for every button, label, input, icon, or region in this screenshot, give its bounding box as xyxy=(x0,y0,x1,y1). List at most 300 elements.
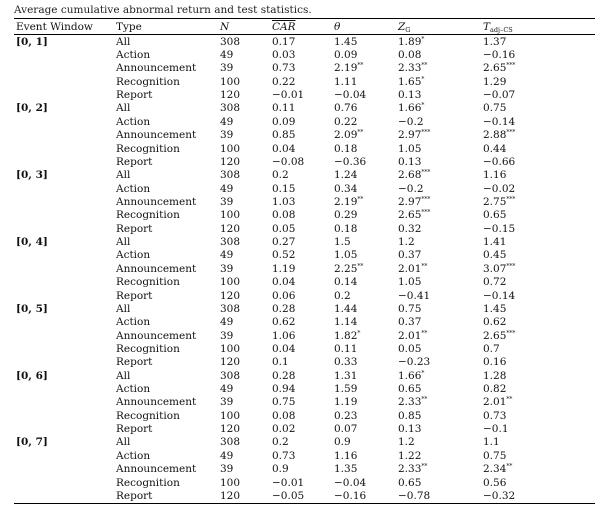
theta-cell-value: 1.31 xyxy=(334,369,358,382)
n-cell: 120 xyxy=(220,89,241,102)
theta-cell-value: −0.36 xyxy=(334,155,367,168)
car-cell: 0.1 xyxy=(272,356,289,369)
type-cell: Report xyxy=(116,155,153,168)
zg-cell-value: 0.13 xyxy=(398,423,422,436)
table-row xyxy=(14,115,595,128)
zg-cell-value: 0.65 xyxy=(398,476,422,489)
theta-cell-value: 1.82 xyxy=(334,329,358,342)
n-cell: 49 xyxy=(220,49,234,62)
tadj-cell xyxy=(481,489,595,503)
theta-cell xyxy=(332,115,396,128)
tadj-cell-significance: *** xyxy=(506,129,516,137)
table-row xyxy=(14,169,595,182)
theta-cell xyxy=(332,476,396,489)
tadj-cell xyxy=(481,382,595,395)
theta-cell-significance: ** xyxy=(357,129,364,137)
type-cell: Action xyxy=(116,449,151,462)
event-window-cell xyxy=(14,195,114,208)
zg-cell-value: 0.05 xyxy=(398,342,422,355)
tadj-cell-significance: ** xyxy=(506,396,513,404)
tadj-cell-value: 3.07 xyxy=(483,262,507,275)
type-cell: Announcement xyxy=(116,463,197,476)
tadj-cell-value: 0.7 xyxy=(483,342,500,355)
header-tadj-sub: adj–CS xyxy=(490,25,513,34)
zg-cell-significance: *** xyxy=(421,209,431,217)
theta-cell xyxy=(332,209,396,222)
tadj-cell-value: 2.65 xyxy=(483,62,507,75)
n-cell: 308 xyxy=(220,369,241,382)
table-row xyxy=(14,235,595,248)
theta-cell-value: −0.04 xyxy=(334,89,367,102)
table-row xyxy=(14,155,595,168)
tadj-cell xyxy=(481,436,595,449)
theta-cell xyxy=(332,249,396,262)
tadj-cell-value: 0.45 xyxy=(483,249,507,262)
theta-cell xyxy=(332,316,396,329)
car-cell: 0.04 xyxy=(272,342,296,355)
n-cell: 120 xyxy=(218,489,270,503)
tadj-cell-significance: *** xyxy=(506,62,516,70)
tadj-cell xyxy=(481,142,595,155)
car-cell: 0.2 xyxy=(272,169,289,182)
type-cell: Report xyxy=(114,489,218,503)
theta-cell-value: 0.23 xyxy=(334,409,358,422)
car-cell: 0.09 xyxy=(272,115,296,128)
n-cell: 100 xyxy=(220,75,241,88)
n-cell: 120 xyxy=(220,423,241,436)
theta-cell xyxy=(332,436,396,449)
zg-cell-value: −0.2 xyxy=(398,115,424,128)
car-cell: 0.15 xyxy=(272,182,296,195)
tadj-cell xyxy=(481,169,595,182)
zg-cell-value: 2.33 xyxy=(398,396,422,409)
event-window-cell xyxy=(14,316,114,329)
zg-cell-value: 1.05 xyxy=(398,142,422,155)
theta-cell-value: 0.33 xyxy=(334,356,358,369)
car-cell: 0.04 xyxy=(272,276,296,289)
theta-cell xyxy=(332,235,396,248)
zg-cell xyxy=(396,369,481,382)
event-window-cell: [0, 1] xyxy=(16,35,48,48)
n-cell: 120 xyxy=(220,222,241,235)
tadj-cell xyxy=(481,369,595,382)
event-window-cell xyxy=(14,249,114,262)
tadj-cell-significance: ** xyxy=(506,463,513,471)
car-cell: 0.22 xyxy=(272,75,296,88)
header-tadj-label: T xyxy=(483,20,491,33)
type-cell: Report xyxy=(116,89,153,102)
zg-cell-value: 1.66 xyxy=(398,369,422,382)
car-cell: −0.01 xyxy=(272,89,305,102)
header-theta: θ xyxy=(332,19,396,35)
zg-cell-value: 0.75 xyxy=(398,302,422,315)
theta-cell xyxy=(332,222,396,235)
table-row xyxy=(14,75,595,88)
type-cell: Recognition xyxy=(116,476,180,489)
zg-cell xyxy=(396,476,481,489)
tadj-cell-value: 2.34 xyxy=(483,463,507,476)
zg-cell-value: 2.97 xyxy=(398,129,422,142)
n-cell: 308 xyxy=(220,236,241,249)
tadj-cell-value: 0.56 xyxy=(483,476,507,489)
header-n: N xyxy=(218,19,270,35)
event-window-cell xyxy=(14,75,114,88)
zg-cell xyxy=(396,48,481,61)
event-window-cell xyxy=(14,449,114,462)
n-cell: 39 xyxy=(220,463,234,476)
event-window-cell xyxy=(14,48,114,61)
zg-cell xyxy=(396,302,481,315)
header-row xyxy=(14,19,595,35)
tadj-cell xyxy=(481,48,595,61)
type-cell: All xyxy=(116,169,131,182)
tadj-cell xyxy=(481,409,595,422)
event-window-cell xyxy=(14,382,114,395)
car-cell: 0.73 xyxy=(272,62,296,75)
tadj-cell-significance: *** xyxy=(506,195,516,203)
n-cell: 308 xyxy=(220,35,241,48)
zg-cell-significance: *** xyxy=(421,195,431,203)
car-cell: 0.08 xyxy=(272,209,296,222)
event-window-cell xyxy=(14,396,114,409)
tadj-cell-value: −0.02 xyxy=(483,182,516,195)
event-window-cell xyxy=(14,463,114,476)
n-cell: 49 xyxy=(220,383,234,396)
table-row xyxy=(14,195,595,208)
tadj-cell xyxy=(481,476,595,489)
zg-cell xyxy=(396,342,481,355)
tadj-cell xyxy=(481,275,595,288)
event-window-cell xyxy=(14,329,114,342)
car-cell: 0.28 xyxy=(272,302,296,315)
zg-cell xyxy=(396,422,481,435)
header-car xyxy=(270,19,332,35)
table-row xyxy=(14,316,595,329)
tadj-cell-value: 0.75 xyxy=(483,449,507,462)
zg-cell xyxy=(396,169,481,182)
n-cell: 49 xyxy=(220,182,234,195)
theta-cell-value: 1.59 xyxy=(334,383,358,396)
table-row xyxy=(14,88,595,101)
zg-cell xyxy=(396,115,481,128)
table-row xyxy=(14,129,595,142)
tadj-cell xyxy=(481,182,595,195)
zg-cell xyxy=(396,222,481,235)
table-row xyxy=(14,369,595,382)
tadj-cell-value: 1.16 xyxy=(483,169,507,182)
tadj-cell xyxy=(481,62,595,75)
n-cell: 39 xyxy=(220,396,234,409)
tadj-cell xyxy=(481,102,595,115)
car-cell: −0.05 xyxy=(270,489,332,503)
tadj-cell xyxy=(481,316,595,329)
zg-cell-significance: ** xyxy=(421,329,428,337)
theta-cell xyxy=(332,262,396,275)
zg-cell-value: 1.2 xyxy=(398,436,415,449)
tadj-cell xyxy=(481,249,595,262)
theta-cell-value: 0.34 xyxy=(334,182,358,195)
theta-cell-significance: * xyxy=(357,329,361,337)
zg-cell xyxy=(396,182,481,195)
zg-cell xyxy=(396,62,481,75)
n-cell: 39 xyxy=(220,195,234,208)
n-cell: 100 xyxy=(220,476,241,489)
car-cell: 0.75 xyxy=(272,396,296,409)
n-cell: 100 xyxy=(220,142,241,155)
theta-cell-value: −0.04 xyxy=(334,476,367,489)
zg-cell-value: −0.23 xyxy=(398,356,431,369)
event-window-cell xyxy=(14,356,114,369)
car-cell: 0.52 xyxy=(272,249,296,262)
zg-cell-value: −0.2 xyxy=(398,182,424,195)
type-cell: Recognition xyxy=(116,75,180,88)
tadj-cell-value: 2.88 xyxy=(483,129,507,142)
tadj-cell-value: 0.16 xyxy=(483,356,507,369)
n-cell: 120 xyxy=(220,289,241,302)
table-body xyxy=(14,35,595,504)
zg-cell-value: 0.13 xyxy=(398,155,422,168)
type-cell: Recognition xyxy=(116,142,180,155)
zg-cell xyxy=(396,329,481,342)
table-row xyxy=(14,422,595,435)
car-cell: −0.08 xyxy=(272,155,305,168)
zg-cell xyxy=(396,129,481,142)
event-window-cell xyxy=(14,129,114,142)
type-cell: Report xyxy=(116,423,153,436)
event-window-cell xyxy=(14,222,114,235)
table-row xyxy=(14,463,595,476)
type-cell: All xyxy=(116,102,131,115)
zg-cell-significance: * xyxy=(421,75,425,83)
zg-cell xyxy=(396,489,481,503)
tadj-cell-value: −0.32 xyxy=(483,489,516,502)
tadj-cell xyxy=(481,329,595,342)
zg-cell-value: 2.65 xyxy=(398,209,422,222)
type-cell: Report xyxy=(116,289,153,302)
type-cell: Action xyxy=(116,316,151,329)
tadj-cell-value: 1.37 xyxy=(483,35,507,48)
theta-cell xyxy=(332,62,396,75)
zg-cell-value: 1.2 xyxy=(398,236,415,249)
n-cell: 120 xyxy=(220,356,241,369)
header-zg-label: Z xyxy=(398,20,406,33)
zg-cell xyxy=(396,436,481,449)
type-cell: Action xyxy=(116,115,151,128)
tadj-cell-value: 2.75 xyxy=(483,195,507,208)
zg-cell-value: 1.05 xyxy=(398,276,422,289)
event-window-cell: [0, 4] xyxy=(16,236,48,249)
event-window-cell: [0, 5] xyxy=(16,302,48,315)
car-cell: 0.27 xyxy=(272,236,296,249)
event-window-cell xyxy=(14,142,114,155)
theta-cell xyxy=(332,422,396,435)
event-window-cell: [0, 2] xyxy=(16,102,48,115)
tadj-cell xyxy=(481,422,595,435)
theta-cell-value: 1.45 xyxy=(334,35,358,48)
tadj-cell-value: 1.29 xyxy=(483,75,507,88)
tadj-cell-value: 1.45 xyxy=(483,302,507,315)
car-cell: 0.73 xyxy=(272,449,296,462)
tadj-cell-significance: *** xyxy=(506,329,516,337)
table-caption: Average cumulative abnormal return and test statistics. xyxy=(14,4,312,16)
tadj-cell-significance: *** xyxy=(506,262,516,270)
car-cell: 0.9 xyxy=(272,463,289,476)
theta-cell xyxy=(332,35,396,49)
zg-cell xyxy=(396,275,481,288)
type-cell: Announcement xyxy=(116,329,197,342)
theta-cell-value: 1.16 xyxy=(334,449,358,462)
header-zg-sub: G xyxy=(405,25,411,34)
type-cell: Action xyxy=(116,182,151,195)
car-cell: 0.2 xyxy=(272,436,289,449)
car-cell: 1.03 xyxy=(272,195,296,208)
tadj-cell xyxy=(481,356,595,369)
theta-cell xyxy=(332,382,396,395)
zg-cell-significance: ** xyxy=(421,262,428,270)
event-window-cell xyxy=(14,155,114,168)
type-cell: All xyxy=(116,369,131,382)
zg-cell xyxy=(396,195,481,208)
table-row xyxy=(14,289,595,302)
theta-cell xyxy=(332,289,396,302)
n-cell: 49 xyxy=(220,115,234,128)
event-window-cell xyxy=(14,209,114,222)
table-row xyxy=(14,356,595,369)
theta-cell-significance: ** xyxy=(357,62,364,70)
table-row xyxy=(14,449,595,462)
theta-cell xyxy=(332,182,396,195)
theta-cell-value: 2.19 xyxy=(334,62,358,75)
car-cell: 1.19 xyxy=(272,262,296,275)
theta-cell xyxy=(332,129,396,142)
event-window-cell xyxy=(14,476,114,489)
type-cell: All xyxy=(116,436,131,449)
zg-cell-significance: ** xyxy=(421,396,428,404)
type-cell: Announcement xyxy=(116,129,197,142)
zg-cell xyxy=(396,316,481,329)
table-row xyxy=(14,222,595,235)
theta-cell-value: −0.16 xyxy=(334,489,367,502)
tadj-cell-value: −0.14 xyxy=(483,289,516,302)
type-cell: Recognition xyxy=(116,276,180,289)
tadj-cell-value: 0.62 xyxy=(483,316,507,329)
n-cell: 39 xyxy=(220,262,234,275)
type-cell: Announcement xyxy=(116,396,197,409)
table-row xyxy=(14,409,595,422)
zg-cell xyxy=(396,449,481,462)
zg-cell xyxy=(396,35,481,49)
zg-cell-value: 0.32 xyxy=(398,222,422,235)
table-row xyxy=(14,142,595,155)
theta-cell-significance: ** xyxy=(357,262,364,270)
theta-cell-value: 2.25 xyxy=(334,262,358,275)
header-car-label: $\overline{CAR}$ xyxy=(272,20,296,33)
zg-cell xyxy=(396,463,481,476)
car-cell: 0.85 xyxy=(272,129,296,142)
theta-cell xyxy=(332,329,396,342)
tadj-cell-value: −0.16 xyxy=(483,49,516,62)
theta-cell-value: 1.11 xyxy=(334,75,358,88)
tadj-cell xyxy=(481,155,595,168)
table-row xyxy=(14,262,595,275)
tadj-cell xyxy=(481,262,595,275)
zg-cell-value: 0.08 xyxy=(398,49,422,62)
zg-cell xyxy=(396,249,481,262)
tadj-cell-value: 2.65 xyxy=(483,329,507,342)
zg-cell-value: −0.41 xyxy=(398,289,431,302)
tadj-cell xyxy=(481,88,595,101)
n-cell: 100 xyxy=(220,342,241,355)
table-row xyxy=(14,48,595,61)
event-window-cell xyxy=(14,115,114,128)
theta-cell xyxy=(332,88,396,101)
zg-cell-value: −0.78 xyxy=(398,489,431,502)
theta-cell xyxy=(332,75,396,88)
zg-cell xyxy=(396,356,481,369)
table-row xyxy=(14,436,595,449)
tadj-cell-value: 2.01 xyxy=(483,396,507,409)
theta-cell xyxy=(332,142,396,155)
tadj-cell xyxy=(481,302,595,315)
type-cell: All xyxy=(116,302,131,315)
n-cell: 308 xyxy=(220,102,241,115)
zg-cell-significance: * xyxy=(421,102,425,110)
zg-cell xyxy=(396,409,481,422)
event-window-cell: [0, 6] xyxy=(16,369,48,382)
theta-cell-value: 1.35 xyxy=(334,463,358,476)
type-cell: Action xyxy=(116,383,151,396)
tadj-cell xyxy=(481,463,595,476)
table-row xyxy=(14,476,595,489)
type-cell: Action xyxy=(116,249,151,262)
tadj-cell-value: −0.66 xyxy=(483,155,516,168)
theta-cell xyxy=(332,342,396,355)
zg-cell-significance: ** xyxy=(421,463,428,471)
tadj-cell xyxy=(481,75,595,88)
table-row xyxy=(14,342,595,355)
theta-cell-value: 0.07 xyxy=(334,423,358,436)
table-row xyxy=(14,249,595,262)
tadj-cell xyxy=(481,235,595,248)
type-cell: Announcement xyxy=(116,62,197,75)
tadj-cell xyxy=(481,396,595,409)
header-event-window: Event Window xyxy=(14,19,114,35)
zg-cell xyxy=(396,289,481,302)
theta-cell xyxy=(332,356,396,369)
zg-cell-value: 2.33 xyxy=(398,463,422,476)
theta-cell-value: 1.5 xyxy=(334,236,351,249)
table-row xyxy=(14,329,595,342)
zg-cell-value: 0.37 xyxy=(398,249,422,262)
tadj-cell xyxy=(481,209,595,222)
zg-cell-value: 0.37 xyxy=(398,316,422,329)
theta-cell-value: 1.05 xyxy=(334,249,358,262)
table-row xyxy=(14,489,595,503)
tadj-cell xyxy=(481,129,595,142)
type-cell: All xyxy=(116,236,131,249)
event-window-cell: [0, 7] xyxy=(16,436,48,449)
zg-cell-significance: ** xyxy=(421,62,428,70)
n-cell: 100 xyxy=(220,409,241,422)
theta-cell xyxy=(332,275,396,288)
event-window-cell xyxy=(14,275,114,288)
event-window-cell xyxy=(14,182,114,195)
theta-cell xyxy=(332,195,396,208)
theta-cell-value: 0.11 xyxy=(334,342,358,355)
zg-cell xyxy=(396,235,481,248)
zg-cell xyxy=(396,209,481,222)
type-cell: Announcement xyxy=(116,195,197,208)
